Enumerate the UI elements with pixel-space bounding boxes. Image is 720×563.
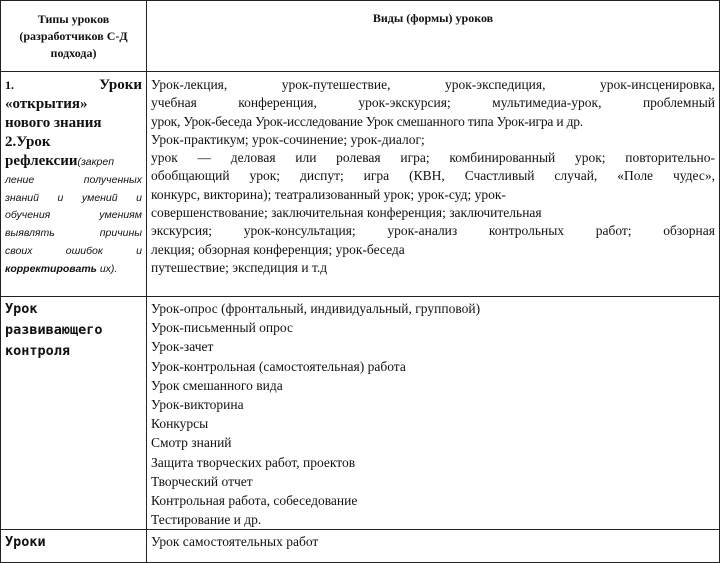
list-item: Контрольная работа, собеседование — [151, 493, 358, 509]
list-item: Урок-письменный опрос — [151, 320, 293, 336]
header-lesson-forms: Виды (формы) уроков — [147, 1, 720, 72]
desc-tail: их). — [96, 262, 118, 275]
forms-line: урок, Урок-беседа Урок-исследование Урок смешанного типа Урок-игра и др. — [151, 113, 583, 129]
desc-line: знаний и умений и — [5, 191, 142, 204]
table-header-row — [1, 1, 720, 72]
list-item: Тестирование и др. — [151, 512, 262, 528]
desc-bold-word: корректировать — [5, 262, 97, 275]
forms-cell-control — [147, 297, 720, 530]
list-item: Урок-опрос (фронтальный, индивидуальный, групповой) — [151, 301, 481, 316]
table-row-discovery-reflection — [1, 72, 720, 297]
desc-line: выявлять причины — [5, 227, 142, 240]
forms-line: учебная конференция, урок-экскурсия; мультимедиа-урок, проблемный — [151, 95, 715, 111]
list-item: Урок самостоятельных работ — [151, 534, 319, 550]
list-item: Урок смешанного вида — [151, 377, 283, 393]
list-item: Творческий отчет — [151, 473, 253, 489]
desc-line: обучения умениям — [5, 209, 142, 222]
forms-line: Урок-лекция, урок-путешествие, урок-экспедиция, урок-инсценировка, — [151, 77, 715, 92]
control-label-line: развивающего — [5, 322, 103, 338]
forms-line: Урок-практикум; урок-сочинение; урок-диалог; — [151, 131, 425, 147]
forms-line: конкурс, викторина); театрализованный урок; урок-суд; урок- — [151, 186, 506, 202]
type1-line3: нового знания — [5, 115, 102, 131]
type1-line2: «открытия» — [5, 96, 88, 112]
forms-line: обобщающий урок; диспут; игра (КВН, Счастливый случай, «Поле чудес», — [151, 168, 715, 184]
forms-line: совершенствование; заключительная конференция; заключительная — [151, 205, 542, 221]
type-cell-discovery-reflection — [1, 72, 147, 297]
forms-cell-discovery-reflection — [147, 72, 720, 297]
control-label-line: Урок — [5, 301, 38, 317]
list-item: Конкурсы — [151, 416, 209, 432]
forms-line: путешествие; экспедиция и т.д — [151, 259, 328, 275]
list-item: Урок-викторина — [151, 397, 244, 413]
forms-line: урок — деловая или ролевая игра; комбинированный урок; повторительно- — [151, 150, 715, 166]
header-left-line: подхода) — [50, 46, 97, 60]
header-left-line: Типы уроков — [37, 12, 110, 26]
table-row-control — [1, 297, 720, 530]
list-item: Смотр знаний — [151, 435, 232, 451]
list-item: Урок-контрольная (самостоятельная) работа — [151, 358, 406, 374]
forms-line: лекция; обзорная конференция; урок-беседа — [151, 241, 405, 257]
type-cell-partial — [1, 530, 147, 563]
control-label-line: контроля — [5, 343, 71, 359]
type1-word: Уроки — [99, 77, 142, 93]
header-left-line: (разработчиков С-Д — [19, 29, 128, 43]
list-item: Урок-зачет — [151, 339, 214, 355]
header-lesson-types — [1, 1, 147, 72]
type-cell-control — [1, 297, 147, 530]
list-item: Защита творческих работ, проектов — [151, 454, 356, 470]
type2-word: рефлексии — [5, 153, 78, 169]
desc-line: своих ошибок и — [5, 244, 142, 257]
table-row-partial — [1, 530, 720, 563]
desc-line: ление полученных — [5, 174, 142, 186]
type1-number: 1. — [5, 78, 14, 92]
desc-last-line — [5, 261, 142, 279]
type1-first-line — [5, 76, 142, 95]
type2-paren: (закреп — [77, 156, 114, 168]
type2-title: 2.Урок — [5, 134, 51, 150]
partial-label: Уроки — [5, 534, 46, 551]
type2-description — [5, 172, 142, 278]
type2-line — [5, 152, 142, 172]
forms-cell-partial — [147, 530, 720, 563]
forms-line: экскурсия; урок-консультация; урок-анализ контрольных работ; обзорная — [151, 223, 715, 239]
